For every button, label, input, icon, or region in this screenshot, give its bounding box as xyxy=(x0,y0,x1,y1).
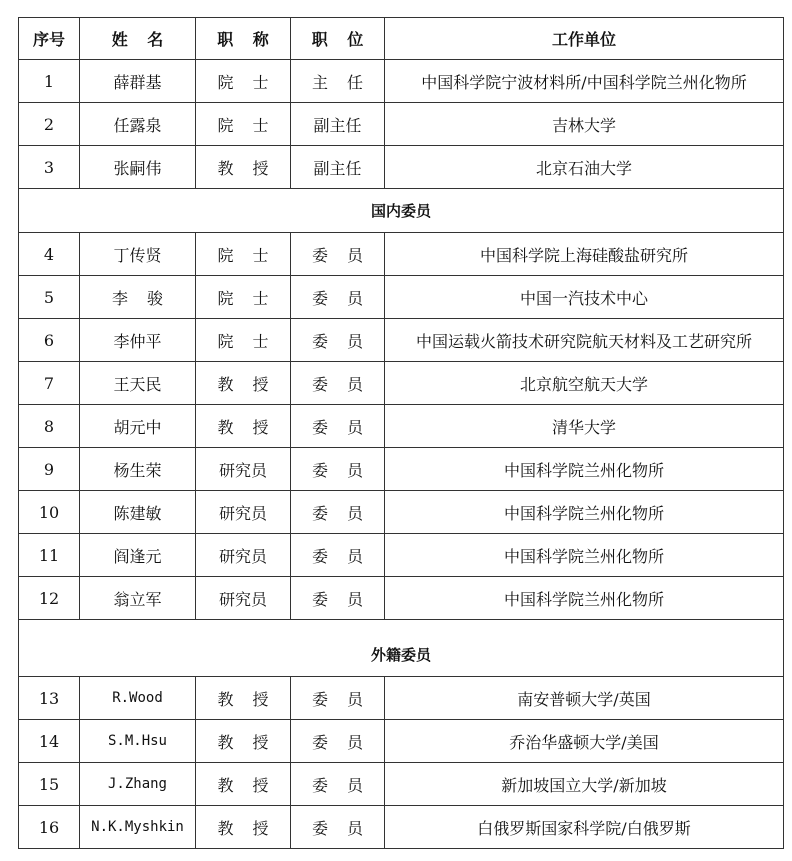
cell-name: R.Wood xyxy=(80,677,196,720)
cell-name: S.M.Hsu xyxy=(80,720,196,763)
cell-name: 任露泉 xyxy=(80,103,196,146)
cell-position: 委 员 xyxy=(291,405,385,448)
cell-name: 李 骏 xyxy=(80,276,196,319)
cell-unit: 乔治华盛顿大学/美国 xyxy=(385,720,784,763)
cell-title: 教 授 xyxy=(196,763,291,806)
section-domestic-label: 国内委员 xyxy=(19,189,784,233)
cell-name: 李仲平 xyxy=(80,319,196,362)
cell-title: 教 授 xyxy=(196,146,291,189)
cell-unit: 中国运载火箭技术研究院航天材料及工艺研究所 xyxy=(385,319,784,362)
cell-title: 教 授 xyxy=(196,362,291,405)
cell-name: 杨生荣 xyxy=(80,448,196,491)
cell-title: 教 授 xyxy=(196,806,291,849)
cell-unit: 南安普顿大学/英国 xyxy=(385,677,784,720)
cell-name: 王天民 xyxy=(80,362,196,405)
cell-seq: 10 xyxy=(19,491,80,534)
cell-position: 委 员 xyxy=(291,362,385,405)
table-row xyxy=(19,233,784,276)
cell-unit: 中国科学院兰州化物所 xyxy=(385,577,784,620)
cell-name: 胡元中 xyxy=(80,405,196,448)
cell-position: 主 任 xyxy=(291,60,385,103)
cell-seq: 6 xyxy=(19,319,80,362)
table-row xyxy=(19,720,784,763)
cell-position: 委 员 xyxy=(291,233,385,276)
cell-unit: 中国科学院上海硅酸盐研究所 xyxy=(385,233,784,276)
cell-unit: 白俄罗斯国家科学院/白俄罗斯 xyxy=(385,806,784,849)
cell-title: 院 士 xyxy=(196,60,291,103)
table-row xyxy=(19,577,784,620)
cell-position: 委 员 xyxy=(291,806,385,849)
header-unit: 工作单位 xyxy=(385,18,784,60)
cell-position: 委 员 xyxy=(291,577,385,620)
cell-unit: 中国科学院兰州化物所 xyxy=(385,491,784,534)
cell-title: 院 士 xyxy=(196,233,291,276)
cell-title: 院 士 xyxy=(196,103,291,146)
header-title: 职 称 xyxy=(196,18,291,60)
cell-position: 委 员 xyxy=(291,276,385,319)
table-row xyxy=(19,677,784,720)
cell-title: 研究员 xyxy=(196,448,291,491)
cell-seq: 16 xyxy=(19,806,80,849)
cell-title: 院 士 xyxy=(196,319,291,362)
cell-position: 副主任 xyxy=(291,103,385,146)
header-seq: 序号 xyxy=(19,18,80,60)
cell-position: 委 员 xyxy=(291,720,385,763)
cell-name: N.K.Myshkin xyxy=(80,806,196,849)
cell-name: 阎逢元 xyxy=(80,534,196,577)
cell-title: 研究员 xyxy=(196,577,291,620)
table-row xyxy=(19,60,784,103)
cell-unit: 北京石油大学 xyxy=(385,146,784,189)
cell-title: 教 授 xyxy=(196,677,291,720)
table-row xyxy=(19,319,784,362)
cell-seq: 15 xyxy=(19,763,80,806)
cell-name: 陈建敏 xyxy=(80,491,196,534)
cell-unit: 清华大学 xyxy=(385,405,784,448)
table-row xyxy=(19,276,784,319)
committee-table xyxy=(18,17,784,849)
cell-seq: 12 xyxy=(19,577,80,620)
section-domestic xyxy=(19,189,784,233)
table-row xyxy=(19,448,784,491)
table-row xyxy=(19,806,784,849)
table-row xyxy=(19,491,784,534)
cell-name: 丁传贤 xyxy=(80,233,196,276)
table-row xyxy=(19,534,784,577)
cell-name: J.Zhang xyxy=(80,763,196,806)
cell-name: 张嗣伟 xyxy=(80,146,196,189)
header-row xyxy=(19,18,784,60)
cell-title: 院 士 xyxy=(196,276,291,319)
cell-position: 委 员 xyxy=(291,448,385,491)
cell-title: 教 授 xyxy=(196,720,291,763)
cell-title: 研究员 xyxy=(196,534,291,577)
cell-title: 研究员 xyxy=(196,491,291,534)
cell-unit: 中国科学院宁波材料所/中国科学院兰州化物所 xyxy=(385,60,784,103)
cell-unit: 新加坡国立大学/新加坡 xyxy=(385,763,784,806)
cell-name: 翁立军 xyxy=(80,577,196,620)
cell-position: 委 员 xyxy=(291,763,385,806)
table-row xyxy=(19,405,784,448)
section-foreign-label: 外籍委员 xyxy=(19,620,784,677)
cell-seq: 13 xyxy=(19,677,80,720)
cell-seq: 4 xyxy=(19,233,80,276)
cell-position: 委 员 xyxy=(291,677,385,720)
cell-unit: 吉林大学 xyxy=(385,103,784,146)
cell-seq: 5 xyxy=(19,276,80,319)
table-row xyxy=(19,103,784,146)
cell-seq: 9 xyxy=(19,448,80,491)
header-position: 职 位 xyxy=(291,18,385,60)
cell-seq: 14 xyxy=(19,720,80,763)
table-row xyxy=(19,763,784,806)
header-name: 姓 名 xyxy=(80,18,196,60)
section-foreign xyxy=(19,620,784,677)
cell-seq: 1 xyxy=(19,60,80,103)
cell-title: 教 授 xyxy=(196,405,291,448)
cell-position: 委 员 xyxy=(291,319,385,362)
cell-seq: 2 xyxy=(19,103,80,146)
cell-unit: 中国科学院兰州化物所 xyxy=(385,448,784,491)
cell-seq: 3 xyxy=(19,146,80,189)
cell-seq: 8 xyxy=(19,405,80,448)
cell-position: 委 员 xyxy=(291,491,385,534)
cell-name: 薛群基 xyxy=(80,60,196,103)
cell-seq: 7 xyxy=(19,362,80,405)
table-row xyxy=(19,146,784,189)
table-row xyxy=(19,362,784,405)
cell-position: 副主任 xyxy=(291,146,385,189)
cell-unit: 中国一汽技术中心 xyxy=(385,276,784,319)
cell-seq: 11 xyxy=(19,534,80,577)
cell-position: 委 员 xyxy=(291,534,385,577)
cell-unit: 中国科学院兰州化物所 xyxy=(385,534,784,577)
cell-unit: 北京航空航天大学 xyxy=(385,362,784,405)
